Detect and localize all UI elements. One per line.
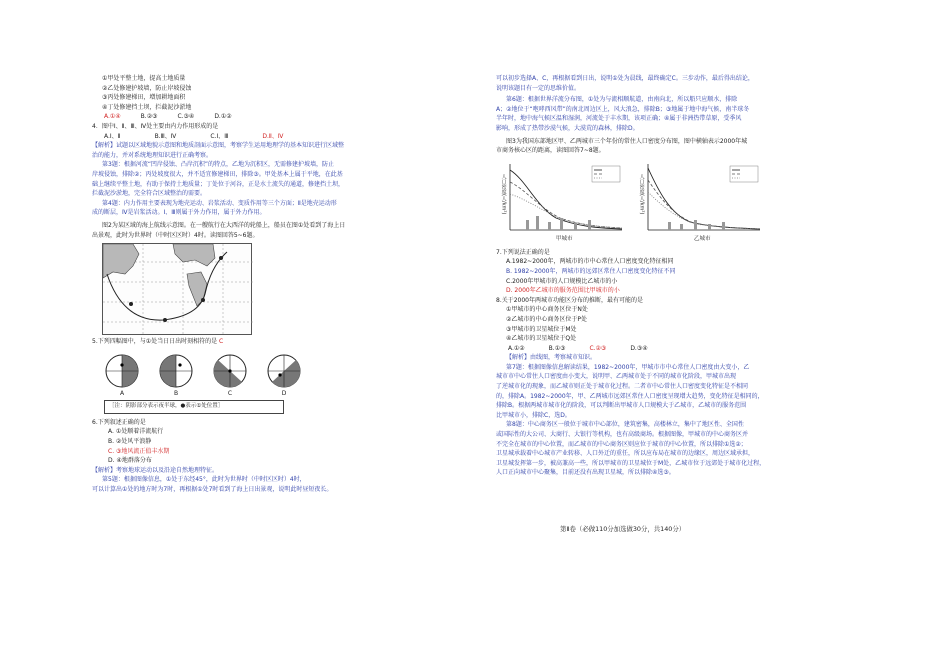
- q6-stem: 6.下列叙述正确的是: [92, 418, 146, 426]
- section-footer: 第Ⅱ卷（必做110分加选做30分，共140分）: [560, 525, 686, 533]
- left-column: [92, 74, 392, 495]
- explanation-line: 了逆城市化的现象，而乙城市则正处于城市化过程。二者市中心常住人口密度变化特征是不相同: [496, 383, 749, 391]
- explanation-line: 第7题：根据图像信息解读结果，1982~2000年，甲城市市中心常住人口密度由大变小，乙: [506, 363, 750, 371]
- q4-option-b: B.Ⅲ、Ⅳ: [154, 132, 177, 140]
- explanation-line: 比甲城市小，排除C，选D。: [496, 411, 571, 419]
- explanation-line: 成的断层，Ⅳ是岩浆活动。Ⅰ、Ⅲ则属于外力作用，属于外力作用。: [92, 209, 266, 217]
- explanation-line: 城市市中心常住人口密度由小变大，说明甲、乙两城市处于不同的城市化阶段，甲城市出现: [496, 373, 737, 381]
- diagram-a-graphic: [104, 353, 140, 389]
- route-map-graphic: [103, 244, 253, 336]
- chart-jia-caption: 甲城市: [556, 235, 573, 242]
- explanation-line: 排除B。根据两城市城市化的阶段，可以判断出甲城市人口规模大于乙城市，乙城市的服务范围: [496, 402, 747, 410]
- explanation-line: 第8题：中心商务区一般位于城市中心部位，建筑密集，高楼林立，集中了地区性、全国性: [506, 421, 744, 429]
- q3-option-a: A.①④: [104, 113, 121, 121]
- q4-option-d: D.Ⅱ、Ⅳ: [262, 132, 284, 140]
- q6-option-b: B. ②处风平浪静: [108, 438, 152, 446]
- chart-yi-graphic: [634, 160, 764, 244]
- q3-option-d: D.①②: [214, 113, 232, 121]
- fig2-intro: 出景观，此时为世界时（中时区区时）4时。读图回答5~6题。: [92, 231, 259, 239]
- explanation-line: 拦截泥沙淤地，完全符合区域整治的需要。: [92, 190, 207, 198]
- q7-option-b: B. 1982~2000年，两城市的远郊区常住人口密度变化特征不同: [506, 267, 676, 275]
- q3-option-b: B.②③: [140, 113, 158, 121]
- q5-answer: C: [219, 338, 224, 346]
- option-line: ②乙处修建护坡墙，防止岸坡侵蚀: [102, 84, 192, 92]
- diagram-b-label: B: [173, 389, 179, 397]
- chart-jia-graphic: [496, 160, 626, 244]
- explanation-line: 可以计算出①处的地方时为7时，再根据①处7时看到了海上日出景观，说明此时昼短夜长。: [92, 486, 333, 494]
- q5-stem-text: 5.下列四幅图中，与①处当日日出时刻相符的是: [92, 338, 218, 346]
- explanation-line: 第3题：根据河流“凹岸侵蚀、凸岸沉积”的特点，乙地为沉积区，无需修建护坡墙，防止: [102, 161, 335, 169]
- q5-stem: [92, 337, 392, 347]
- q8-stem: 8.关于2000年两城市功能区分布的推断，最有可能的是: [496, 296, 643, 304]
- q8-item: ③甲城市的卫星城位于M处: [506, 325, 577, 333]
- explanation-line: 人口正向城市中心聚集，目前还没有出现卫星城，所以排除④选③。: [496, 469, 675, 477]
- q4-options: [92, 132, 392, 142]
- q7-option-c: C.2000年甲城市的人口规模比乙城市的小: [506, 277, 618, 285]
- q8-choices: [496, 344, 800, 354]
- explanation-line: 卫星城发挥第一步，被高兼高一些，所以甲城市的卫星城位于M处，乙城市位于远郊处于城市化过程，: [496, 459, 766, 467]
- q8-item: ①甲城市的中心商务区位于N处: [506, 306, 588, 314]
- explanation-line: 的，排除A。1982~2000年，甲、乙两城市远郊区常住人口密度呈现增大趋势，变化特征是相同的，: [496, 392, 764, 400]
- q4-stem: 4．图中Ⅰ、Ⅱ、Ⅲ、Ⅳ处主要由内力作用形成的是: [92, 122, 219, 130]
- sunrise-diagrams: [104, 353, 392, 399]
- q8-choice-a: A.①②: [508, 344, 525, 352]
- explanation-line: 第6题：根据世界洋流分布图，①处为与流相顺航道，由南向北，所以船只应顺水，排除: [506, 96, 738, 104]
- diagram-a-label: A: [119, 389, 125, 397]
- q6-option-a: A. ①处顺着洋流航行: [108, 428, 164, 436]
- diagram-a: [104, 353, 140, 399]
- explanation-line: 卫星城承载着中心城市产业转移、人口外迁的重任，所以应布局在城市的边缘区，周边区域承担，: [496, 450, 755, 458]
- explanation-line: 不完全在城市的中心位置，而乙城市的中心商务区则应位于城市的中心位置，所以排除①选②；: [496, 440, 747, 448]
- explanation-line: 第4题：内力作用主要表现为地壳运动、岩浆活动、变质作用等三个方面；Ⅱ是地壳运动形: [102, 199, 337, 207]
- explanation-line: 可以初步选择A、C，再根据看到日出，说明①处为晨线，最终确定C。三步动作，最后得出结论，: [496, 75, 754, 82]
- fig2-intro: 图2为某区域的海上航线示意图。在一艘航行在大西洋的轮船上，船员在图①处看到了海上日: [102, 221, 346, 229]
- explanation-line: 或国际性的大公司、大商行、大银行等机构，也有高级商场。根据图像，甲城市的中心商务区并: [496, 431, 749, 439]
- q4-option-a: A.Ⅰ、Ⅱ: [104, 132, 121, 140]
- explanation-line: 第5题：根据图像信息，①处于东经45°，此时为世界时（中时区区时）4时，: [102, 476, 306, 484]
- chart-yi-caption: 乙城市: [694, 235, 711, 242]
- diagram-c-graphic: [212, 353, 248, 389]
- chart-yi-ylabel: 人口密度(人/km²): [638, 173, 645, 215]
- explanation-line: A；②地位于“咆哮西风带”的南北周边区上，风大浪急，排除B；③地属于地中海气候，南半球冬: [496, 105, 750, 113]
- right-column: [496, 74, 800, 478]
- option-line: ③丙处修建梯田，增加耕地面积: [102, 94, 186, 102]
- fig3-intro: 市商务核心区的距离，读图回答7~8题。: [496, 147, 605, 155]
- diagram-b: [158, 353, 194, 399]
- explanation-line: 半年时，地中海气候区温和湿润，河流处于丰水期，该项正确；④属于非洲热带草原，受季风: [496, 115, 742, 123]
- q8-item: ②乙城市的中心商务区位于P处: [506, 315, 587, 323]
- diagram-d: [266, 353, 302, 399]
- density-charts: [496, 160, 800, 244]
- q3-options: [92, 112, 392, 122]
- q8-choice-c: C.②③: [589, 344, 607, 352]
- q8-choice-b: B.①③: [548, 344, 566, 352]
- q4-option-c: C.Ⅰ、Ⅲ: [210, 132, 229, 140]
- q8-item: ④乙城市的卫星城位于Q处: [506, 335, 577, 343]
- q7-option-d: D. 2000年乙城市的服务范围比甲城市的小: [506, 287, 620, 295]
- q7-option-a: A.1982~2000年，两城市的市中心常住人口密度变化特征相同: [506, 258, 674, 266]
- explanation-line: 【解析】试题以区域地貌示意图和地质剖面示意图，考察学生运用地理学的基本知识进行区域整: [92, 142, 345, 150]
- q8-choice-d: D.③④: [630, 344, 648, 352]
- explanation-title: 【解析】考察地球运动以及沿途自然地理特征。: [92, 466, 219, 474]
- explanation-line: 岸坡侵蚀，排除②；丙处坡度很大，并不适宜修建梯田，排除③。甲处基本上属于平地，在此基: [92, 170, 343, 178]
- option-line: ④丁处修建挡土坝，拦截泥沙淤地: [102, 103, 192, 111]
- q6-option-d: D. ④地群落分布: [108, 457, 152, 465]
- diagram-d-graphic: [266, 353, 302, 389]
- diagram-b-graphic: [158, 353, 194, 389]
- chart-city-jia: [496, 160, 626, 244]
- q6-option-c: C. ③地风流正值丰水期: [108, 447, 170, 455]
- fig3-intro: 图3为我国东部地区甲、乙两城市三个年份的常住人口密度分布图，图中横轴表示2000年城: [506, 137, 748, 145]
- diagram-d-label: D: [281, 389, 287, 397]
- chart-city-yi: [634, 160, 764, 244]
- diagram-c: [212, 353, 248, 399]
- explanation-line: 影响，形成了热带沙漠气候，大漠荒的森林，排除D。: [496, 124, 639, 132]
- chart-jia-ylabel: 人口密度(人/km²): [500, 173, 507, 215]
- option-line: ①甲处平整土地，提高土地质量: [102, 75, 186, 82]
- explanation-line: 说明该题目有一定的思维价值。: [496, 84, 581, 92]
- diagram-note: ［注：阴影部分表示夜半球，●表示①处位置］: [104, 400, 284, 414]
- q3-option-c: C.③④: [177, 113, 195, 121]
- route-map: [102, 243, 252, 335]
- q7-stem: 7.下列说法正确的是: [496, 248, 550, 256]
- explanation-title: 【解析】由线图，考察城市知识。: [506, 354, 597, 362]
- explanation-line: 础上继续平整土地，有助于保持土地质量；丁处位于河谷，正是水土流失的通道，修建挡土坝，: [92, 180, 345, 188]
- diagram-c-label: C: [227, 389, 233, 397]
- explanation-line: 治的能力，并对系统地理知识进行正确考察。: [92, 151, 213, 159]
